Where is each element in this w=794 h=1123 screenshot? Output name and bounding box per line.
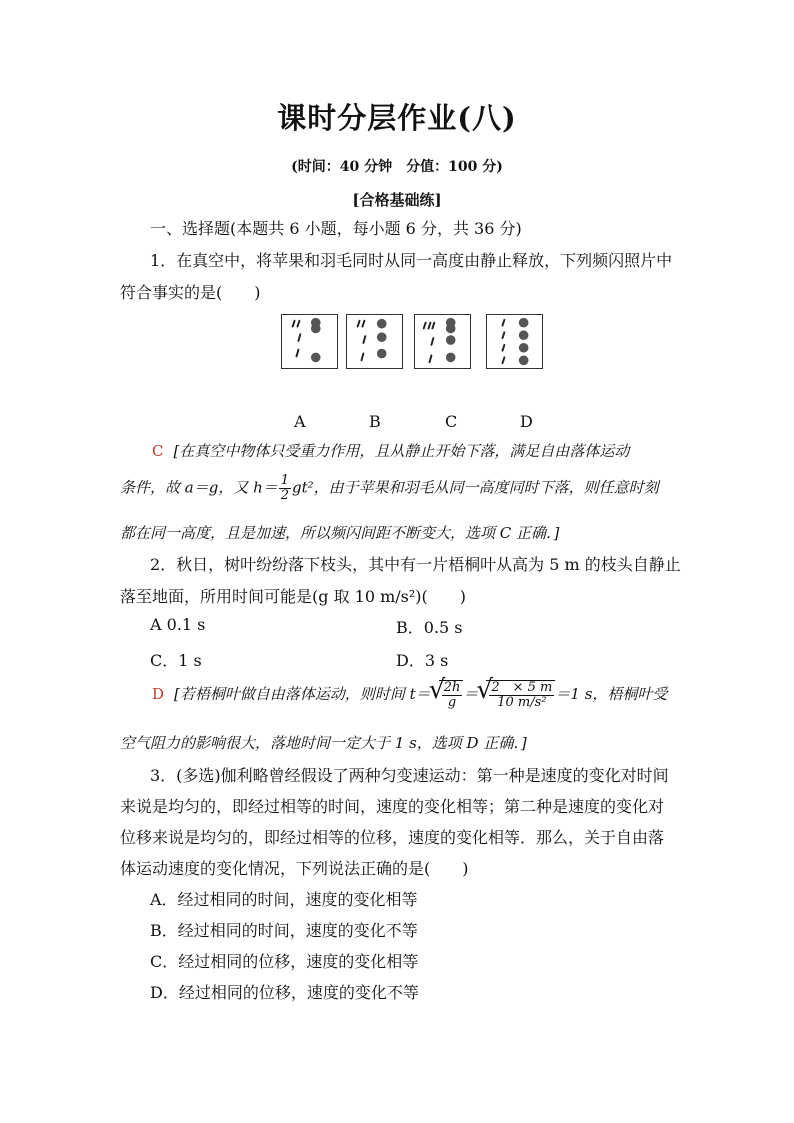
q1-line2: 符合事实的是( )	[120, 283, 261, 302]
q3-option-a: A．经过相同的时间，速度的变化相等	[150, 890, 418, 909]
frac-numeric-num: √ 2 × 5 m	[491, 680, 553, 695]
q2-option-a: A 0.1 s	[150, 615, 206, 634]
q1-answer-line3: 都在同一高度，且是加速，所以频闪间距不断变大，选项 C 正确．]	[120, 524, 560, 542]
half-fraction	[279, 474, 291, 503]
q2-answer-line2: 空气阻力的影响很大，落地时间一定大于 1 s，选项 D 正确．]	[120, 734, 527, 752]
q2-answer-text1a: [若梧桐叶做自由落体运动，则时间 t＝	[174, 685, 431, 703]
photo-label-a: A	[294, 412, 306, 431]
section-heading: [合格基础练]	[352, 191, 442, 209]
q3-option-c: C．经过相同的位移，速度的变化相等	[150, 952, 419, 971]
photo-label-c: C	[445, 412, 458, 431]
half-fraction-den: 2	[280, 488, 290, 503]
frac-numeric-den: 10 m/s²	[497, 695, 547, 710]
frac-2h-g-num: √ 2h	[443, 680, 461, 695]
q2-line2: 落至地面，所用时间可能是(g 取 10 m/s²)( )	[120, 587, 467, 606]
sqrt-2h-over-g	[439, 680, 464, 710]
part-heading: 一、选择题(本题共 6 小题，每小题 6 分，共 36 分)	[150, 219, 522, 238]
page-title: 课时分层作业(八)	[277, 101, 517, 135]
photo-a	[281, 314, 338, 369]
photo-label-b: B	[369, 412, 381, 431]
q1-answer-text1: [在真空中物体只受重力作用，且从静止开始下落，满足自由落体运动	[173, 442, 630, 460]
photo-a-illustration	[282, 315, 337, 368]
half-fraction-num: 1	[280, 473, 290, 488]
q2-option-c: C．1 s	[150, 651, 202, 670]
q2-option-d: D．3 s	[396, 651, 449, 670]
q2-answer-letter: D	[152, 685, 165, 703]
q3-line2: 来说是均匀的，即经过相等的时间，速度的变化相等；第二种是速度的变化对	[120, 797, 665, 816]
frac-2h-g	[442, 681, 463, 710]
q3-line1: 3．(多选)伽利略曾经假设了两种匀变速运动：第一种是速度的变化对时间	[150, 766, 669, 785]
q3-option-d: D．经过相同的位移，速度的变化不等	[150, 983, 419, 1002]
q3-option-b: B．经过相同的时间，速度的变化不等	[150, 921, 418, 940]
q2-answer-line1	[152, 680, 667, 710]
photo-label-d: D	[520, 412, 533, 431]
q3-line4: 体运动速度的变化情况，下列说法正确的是( )	[120, 859, 469, 878]
q1-answer-line2	[120, 474, 659, 503]
sqrt-numeric	[486, 680, 555, 710]
equals-sign: ＝	[463, 685, 479, 703]
q1-answer-text2a: 条件，故 a＝g，又 h＝	[120, 478, 278, 497]
photo-d	[486, 314, 543, 369]
q1-answer-letter: C	[152, 442, 164, 460]
photo-c	[414, 314, 471, 369]
q2-option-b: B．0.5 s	[396, 618, 463, 637]
q2-answer-text1b: ＝1 s，梧桐叶受	[555, 685, 668, 703]
frac-2h-g-den: g	[447, 695, 457, 710]
frac-numeric	[489, 681, 554, 710]
q1-line1: 1．在真空中，将苹果和羽毛同时从同一高度由静止释放，下列频闪照片中	[150, 251, 673, 270]
q2-line1: 2．秋日，树叶纷纷落下枝头，其中有一片梧桐叶从高为 5 m 的枝头自静止	[150, 555, 681, 574]
q1-answer-text2b: gt²，由于苹果和羽毛从同一高度同时下落，则任意时刻	[292, 478, 659, 497]
q3-line3: 位移来说是均匀的，即经过相等的位移，速度的变化相等．那么，关于自由落	[120, 828, 665, 847]
photo-b	[346, 314, 403, 369]
time-score-info: (时间：40 分钟 分值：100 分)	[291, 159, 503, 175]
photo-d-illustration	[487, 315, 542, 368]
photo-c-illustration	[415, 315, 470, 368]
q1-answer-line1	[152, 440, 629, 461]
photo-b-illustration	[347, 315, 402, 368]
